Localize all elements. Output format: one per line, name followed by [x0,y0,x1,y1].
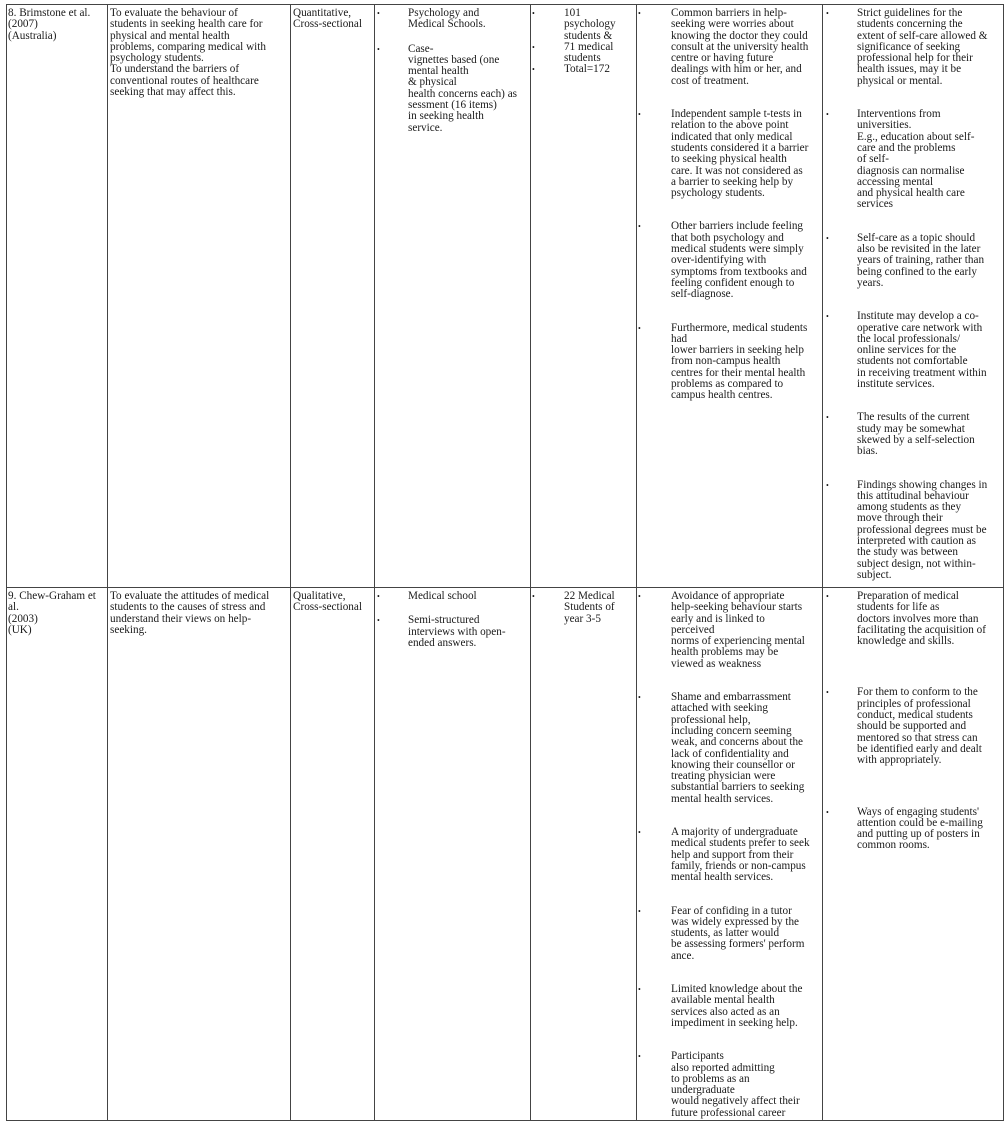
findings-list [671,591,823,1119]
findings-item: • Fear of confiding in a tutor was widely expressed by the students, as latter would be assessing formers' perform ance. [671,906,823,962]
recommendations-item: • Preparation of medical students for life as doctors involves more than facilitating the acquisition of knowledge and skills. [857,591,1005,647]
row-divider [6,587,1003,588]
findings-item: • Avoidance of appropriate help-seeking behaviour starts early and is linked to perceived norms of experiencing mental health problems may be viewed as weakness [671,591,823,670]
study-cell: 9. Chew-Graham et al. (2003) (UK) [8,590,96,636]
methods-item: • Semi-structured interviews with open- ended answers. [408,615,530,649]
aim-cell: To evaluate the attitudes of medical students to the causes of stress and understand their views on help- seeking. [110,590,270,636]
recommendations-item: • Ways of engaging students' attention could be e-mailing and putting up of posters in common rooms. [857,807,1005,852]
recommendations-list [857,8,1005,581]
design-cell: Qualitative, Cross-sectional [293,590,362,614]
findings-item: • Furthermore, medical students had lower barriers in seeking help from non-campus health centres for their mental health problems as compared to campus health centres. [671,323,823,402]
methods-item: • Psychology and Medical Schools. [408,8,530,31]
column-divider [6,4,7,1121]
recommendations-item: • The results of the current study may be somewhat skewed by a self-selection bias. [857,412,1005,457]
findings-list [671,8,823,402]
column-divider [290,4,291,1121]
participants-list [564,8,634,76]
table-border-bottom [6,1120,1003,1121]
findings-item: • Shame and embarrassment attached with seeking professional help, including concern seeming weak, and concerns about the lack of confidentiality and knowing their counsellor or treating physician were substantial barriers to seeking mental health services. [671,692,823,805]
participants-item: • 22 Medical Students of year 3-5 [564,591,634,625]
recommendations-item: • Institute may develop a co- operative care network with the local professionals/ online services for the students not comfortable in receiving treatment within institute services. [857,311,1005,390]
findings-item: • Other barriers include feeling that both psychology and medical students were simply over-identifying with symptoms from textbooks and feeling confident enough to self-diagnose. [671,221,823,300]
methods-list [408,591,530,649]
findings-item: • Limited knowledge about the available mental health services also acted as an impediment in seeking help. [671,984,823,1029]
column-divider [530,4,531,1121]
participants-item: • 71 medical students [564,42,634,65]
column-divider [107,4,108,1121]
participants-item: • Total=172 [564,64,634,75]
methods-item: • Medical school [408,591,530,602]
column-divider [636,4,637,1121]
methods-item: • Case- vignettes based (one mental health & physical health concerns each) as sessment (16 items) in seeking health service. [408,44,530,134]
recommendations-item: • For them to conform to the principles of professional conduct, medical students should be supported and mentored so that stress can be identified early and dealt with appropriately. [857,687,1005,766]
participants-item: • 101 psychology students & [564,8,634,42]
recommendations-list [857,591,1005,852]
methods-list [408,8,530,134]
recommendations-item: • Findings showing changes in this attitudinal behaviour among students as they move through their professional degrees must be interpreted with caution as the study was between subject design, not within- subject. [857,480,1005,582]
recommendations-item: • Self-care as a topic should also be revisited in the later years of training, rather than being confined to the early years. [857,233,1005,289]
study-cell: 8. Brimstone et al. (2007) (Australia) [8,7,91,42]
table-border-top [6,4,1003,5]
recommendations-item: • Strict guidelines for the students concerning the extent of self-care allowed & significance of seeking professional help for their health issues, may it be physical or mental. [857,8,1005,87]
column-divider [374,4,375,1121]
aim-cell: To evaluate the behaviour of students in seeking health care for physical and mental health problems, comparing medical with psychology students. To understand the barriers of conventional routes of healthcare seeking that may affect this. [110,7,266,99]
participants-list [564,591,634,625]
design-cell: Quantitative, Cross-sectional [293,7,362,31]
findings-item: • Independent sample t-tests in relation to the above point indicated that only medical students considered it a barrier to seeking physical health care. It was not considered as a barrier to seeking help by psychology students. [671,109,823,199]
findings-item: • Common barriers in help- seeking were worries about knowing the doctor they could consult at the university health centre or having future dealings with him or her, and cost of treatment. [671,8,823,87]
findings-item: • A majority of undergraduate medical students prefer to seek help and support from their family, friends or non-campus mental health services. [671,827,823,883]
recommendations-item: • Interventions from universities. E.g., education about self- care and the problems of self- diagnosis can normalise accessing mental and physical health care services [857,109,1005,211]
findings-item: • Participants also reported admitting to problems as an undergraduate would negatively affect their future professional career [671,1051,823,1119]
